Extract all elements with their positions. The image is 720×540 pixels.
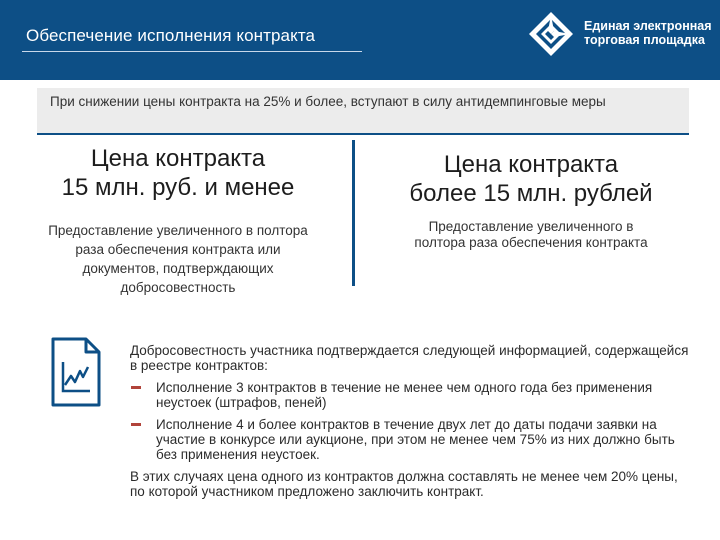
column-left-title — [22, 144, 334, 202]
notice-text: При снижении цены контракта на 25% и более, вступают в силу антидемпинговые меры — [50, 94, 606, 109]
header-bar — [0, 0, 720, 80]
column-right-title-line-1: Цена контракта — [443, 151, 619, 178]
page-title: Обеспечение исполнения контракта — [26, 26, 316, 45]
column-right-title-line-2: более 15 млн. рублей — [409, 180, 653, 207]
column-high-price — [366, 150, 696, 251]
column-right-description-text: Предоставление увеличенного в полтора раза обеспечения контракта — [414, 219, 648, 250]
logo-line-1: Единая электронная — [584, 19, 712, 33]
list-item-text: Исполнение 3 контрактов в течение не менее чем одного года без применения неустоек (штрафов, пеней) — [156, 380, 653, 410]
notice-banner — [37, 88, 689, 135]
logo — [526, 10, 716, 58]
integrity-criteria-list — [130, 380, 690, 462]
bullet-marker-icon — [131, 423, 141, 426]
list-item-text: Исполнение 4 и более контрактов в течение двух лет до даты подачи заявки на участие в конкурсе или аукционе, при этом не менее чем 75% из них должно быть без применения неустоек. — [156, 417, 675, 462]
column-right-description — [366, 219, 696, 251]
integrity-conclusion: В этих случаях цена одного из контрактов должна составлять не менее чем 20% цены, по которой участником предложено заключить контракт. — [130, 469, 678, 499]
list-item — [130, 417, 690, 462]
column-left-title-line-1: Цена контракта — [90, 145, 266, 172]
column-left-description-text: Предоставление увеличенного в полтора раза обеспечения контракта или документов, подтверждающих добросовестность — [48, 223, 308, 295]
integrity-intro: Добросовестность участника подтверждается следующей информацией, содержащейся в реестре контрактов: — [130, 343, 689, 373]
column-left-description — [22, 221, 334, 297]
bullet-marker-icon — [131, 386, 141, 389]
logo-line-2: торговая площадка — [584, 33, 705, 47]
column-low-price — [22, 144, 334, 297]
column-right-title — [366, 150, 696, 208]
column-divider — [352, 140, 355, 286]
title-underline — [22, 51, 362, 52]
document-chart-icon — [50, 336, 102, 408]
list-item — [130, 380, 690, 410]
logo-text — [584, 19, 712, 47]
diamond-compass-logo-icon — [526, 10, 576, 58]
integrity-info — [130, 343, 690, 499]
column-left-title-line-2: 15 млн. руб. и менее — [61, 174, 295, 201]
